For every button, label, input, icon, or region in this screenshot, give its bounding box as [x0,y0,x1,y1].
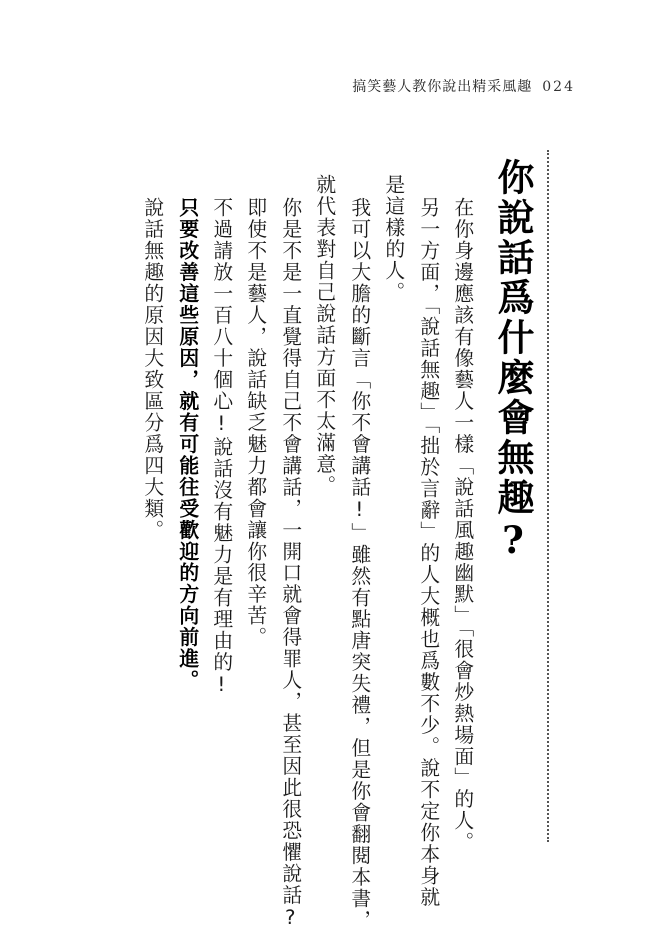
text-column-9-emphasis: 只要改善這些原因，就有可能往受歡迎的方向前進。 [175,197,199,692]
chapter-title: 你說話爲什麼會無趣? [491,158,535,565]
text-column-10: 說話無趣的原因大致區分爲四大類。 [140,197,164,541]
book-title: 搞笑藝人教你說出精采風趣 [352,79,533,95]
title-divider [547,150,549,842]
text-column-7: 即使不是藝人，說話缺乏魅力都會讓你很辛苦。 [243,197,267,649]
text-column-6: 你是不是一直覺得自己不會講話，一開口就會得罪人，甚至因此很恐懼說話? [278,197,302,931]
text-column-5: 就代表對自己說話方面不太滿意。 [312,174,336,497]
text-column-3: 是這樣的人。 [381,174,405,303]
text-column-4: 我可以大膽的斷言「你不會講話!」雖然有點唐突失禮，但是你會翻閱本書， [347,197,371,931]
running-head [300,76,575,98]
page-number: 024 [542,79,575,95]
text-column-8: 不過請放一百八十個心!說話沒有魅力是有理由的! [209,197,233,698]
text-column-2: 另一方面，「說話無趣」「拙於言辭」的人大概也爲數不少。說不定你本身就 [416,197,440,908]
text-column-1: 在你身邊應該有像藝人一樣「說話風趣幽默」「很會炒熱場面」的人。 [450,197,474,854]
